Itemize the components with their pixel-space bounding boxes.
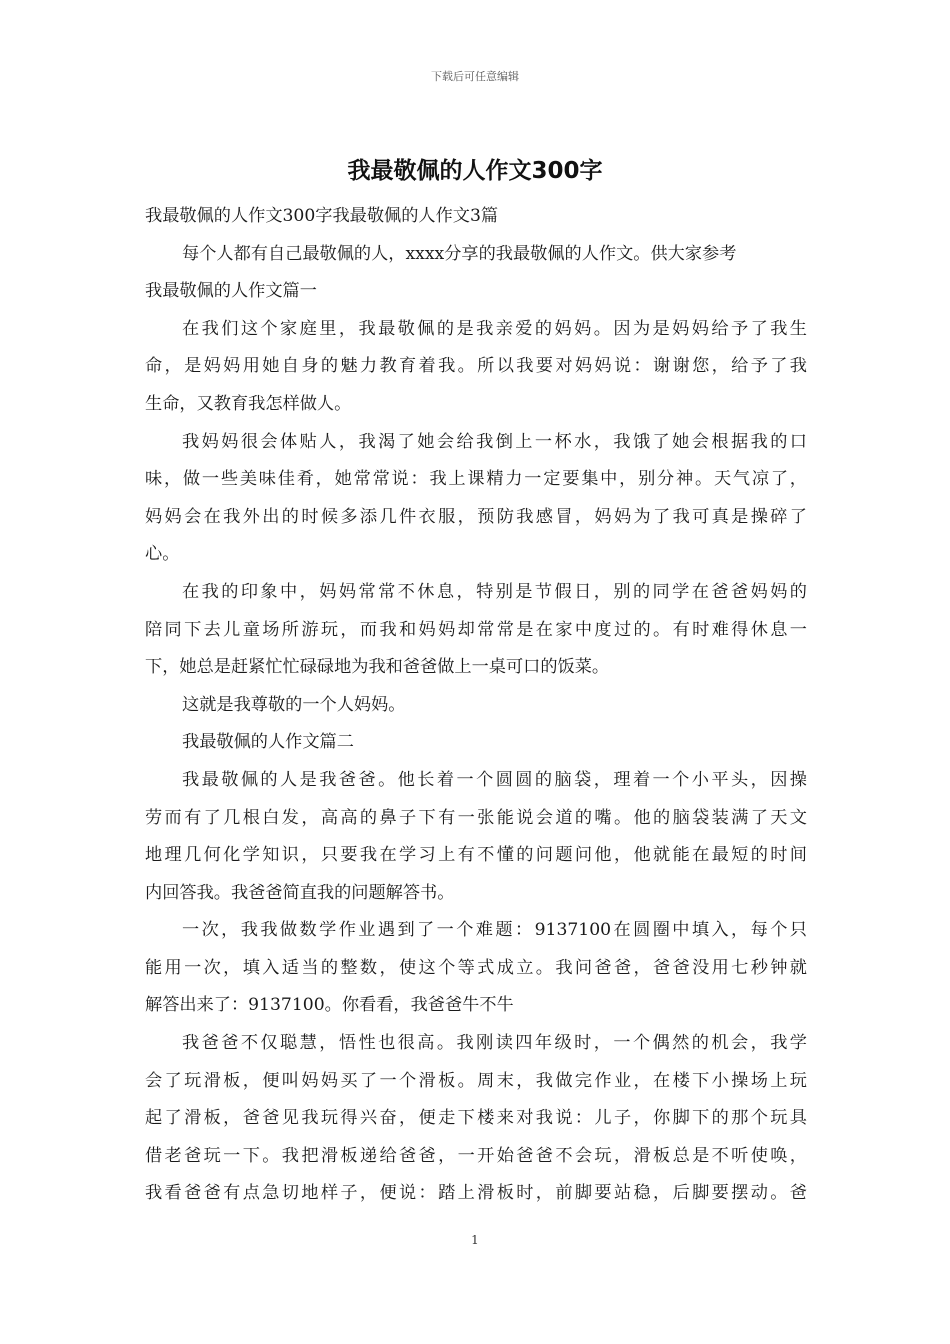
text-line: 这就是我尊敬的一个人妈妈。 [182, 694, 406, 715]
text-line: 劳而有了几根白发，高高的鼻子下有一张能说会道的嘴。他的脑袋装满了天文 [145, 807, 807, 828]
page-number: 1 [471, 1233, 479, 1247]
document-body [145, 198, 807, 1213]
text-line: 下，她总是赶紧忙忙碌碌地为我和爸爸做上一桌可口的饭菜。 [145, 657, 610, 678]
text-line: 心。 [145, 544, 180, 565]
text-line: 我看爸爸有点急切地样子，便说：踏上滑板时，前脚要站稳，后脚要摆动。爸 [145, 1183, 807, 1204]
text-line: 能用一次，填入适当的整数，使这个等式成立。我问爸爸，爸爸没用七秒钟就 [145, 957, 807, 978]
text-line: 我妈妈很会体贴人，我渴了她会给我倒上一杯水，我饿了她会根据我的口 [182, 431, 807, 452]
text-line: 陪同下去儿童场所游玩，而我和妈妈却常常是在家中度过的。有时难得休息一 [145, 619, 807, 640]
text-line: 每个人都有自己最敬佩的人，xxxx分享的我最敬佩的人作文。供大家参考 [182, 243, 737, 264]
text-line: 在我的印象中，妈妈常常不休息，特别是节假日，别的同学在爸爸妈妈的 [182, 581, 807, 602]
text-line: 在我们这个家庭里，我最敬佩的是我亲爱的妈妈。因为是妈妈给予了我生 [182, 318, 807, 339]
document-title: 我最敬佩的人作文300字 [347, 158, 603, 184]
text-line: 我最敬佩的人作文篇二 [182, 732, 354, 753]
page-header: 下载后可任意编辑 [431, 70, 519, 83]
text-line: 起了滑板，爸爸见我玩得兴奋，便走下楼来对我说：儿子，你脚下的那个玩具 [145, 1108, 807, 1129]
text-line: 我爸爸不仅聪慧，悟性也很高。我刚读四年级时，一个偶然的机会，我学 [182, 1033, 807, 1054]
text-line: 会了玩滑板，便叫妈妈买了一个滑板。周末，我做完作业，在楼下小操场上玩 [145, 1070, 807, 1091]
text-line: 命，是妈妈用她自身的魅力教育着我。所以我要对妈妈说：谢谢您，给予了我 [145, 356, 807, 377]
text-line: 一次，我我做数学作业遇到了一个难题：9137100在圆圈中填入，每个只 [182, 920, 807, 941]
text-line: 解答出来了：9137100。你看看，我爸爸牛不牛 [145, 995, 514, 1016]
text-line: 地理几何化学知识，只要我在学习上有不懂的问题问他，他就能在最短的时间 [145, 845, 807, 866]
text-line: 我最敬佩的人作文300字我最敬佩的人作文3篇 [145, 206, 499, 226]
text-line: 味，做一些美味佳肴，她常常说：我上课精力一定要集中，别分神。天气凉了， [145, 469, 807, 490]
text-line: 我最敬佩的人作文篇一 [145, 281, 317, 302]
text-line: 借老爸玩一下。我把滑板递给爸爸，一开始爸爸不会玩，滑板总是不听使唤， [145, 1145, 807, 1166]
text-line: 我最敬佩的人是我爸爸。他长着一个圆圆的脑袋，理着一个小平头，因操 [182, 769, 807, 790]
text-line: 生命，又教育我怎样做人。 [145, 393, 352, 414]
text-line: 内回答我。我爸爸简直我的问题解答书。 [145, 882, 455, 903]
text-line: 妈妈会在我外出的时候多添几件衣服，预防我感冒，妈妈为了我可真是操碎了 [145, 506, 807, 527]
